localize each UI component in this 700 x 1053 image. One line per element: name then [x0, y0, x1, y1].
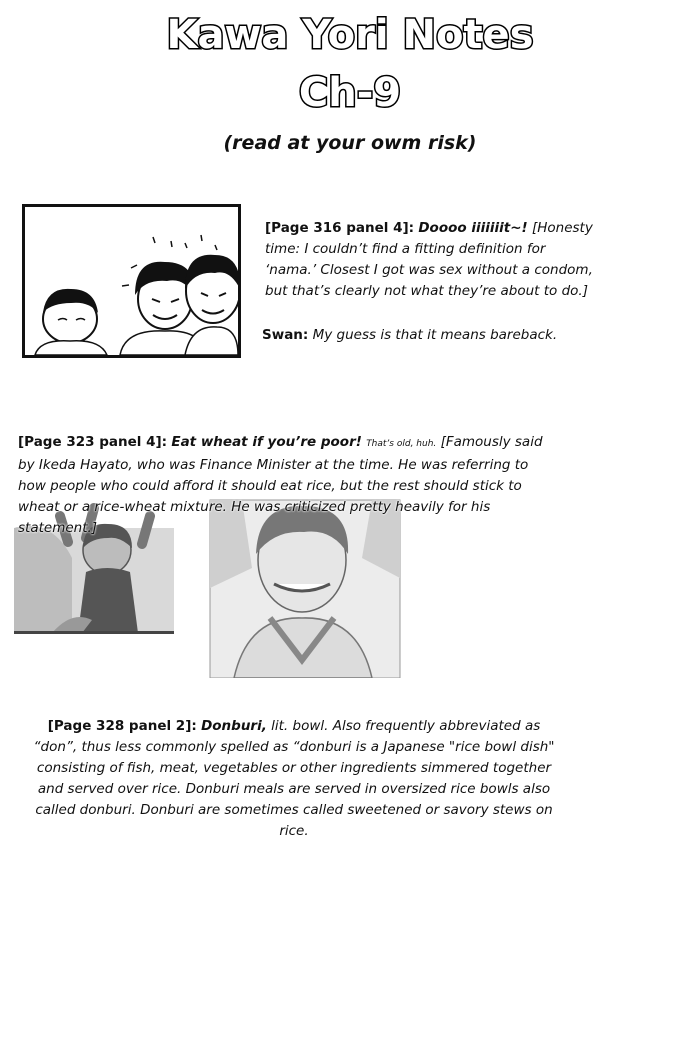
- note-term: Donburi,: [201, 718, 267, 734]
- aside-text: My guess is that it means bareback.: [312, 327, 558, 343]
- aside-speaker: Swan:: [262, 327, 309, 343]
- note-page-328: [24, 716, 564, 842]
- chapter-title: Ch-9: [298, 70, 402, 116]
- note-page-323: [18, 432, 558, 539]
- note-term: Eat wheat if you’re poor!: [171, 434, 362, 450]
- manga-panel-drawing: [25, 207, 238, 355]
- note-reference: [Page 323 panel 4]:: [18, 434, 168, 450]
- note-text: [Honesty time: I couldn’t find a fitting definition for ‘nama.’ Closest I got was sex without a condom, but that’s clearly not what they’re about to do.]: [265, 220, 593, 299]
- note-small-text: That’s old, huh.: [366, 439, 437, 449]
- note-text: [Famously said by Ikeda Hayato, who was Finance Minister at the time. He was referring to how people who could afford it should eat rice, but the rest should stick to wheat or a rice-wheat mixture. He was criticized pretty heavily for his statement.]: [18, 434, 543, 536]
- manga-panel-image: [22, 204, 241, 358]
- note-reference: [Page 328 panel 2]:: [47, 718, 197, 734]
- page-title: Kawa Yori Notes: [166, 12, 534, 58]
- note-aside: [262, 325, 592, 346]
- note-text: lit. bowl. Also frequently abbreviated as “don”, thus less commonly spelled as “donburi is a Japanese "rice bowl dish" consisting of fish, meat, vegetables or other ingredients simmered together and served over rice. Donburi meals are served in oversized rice bowls also called donburi. Donburi are sometimes called sweetened or savory stews on rice.: [33, 718, 555, 839]
- note-page-316: [265, 218, 595, 302]
- note-reference: [Page 316 panel 4]:: [265, 220, 415, 236]
- note-term: Doooo iiiiiiit~!: [418, 220, 528, 236]
- page-subtitle: (read at your owm risk): [223, 132, 477, 154]
